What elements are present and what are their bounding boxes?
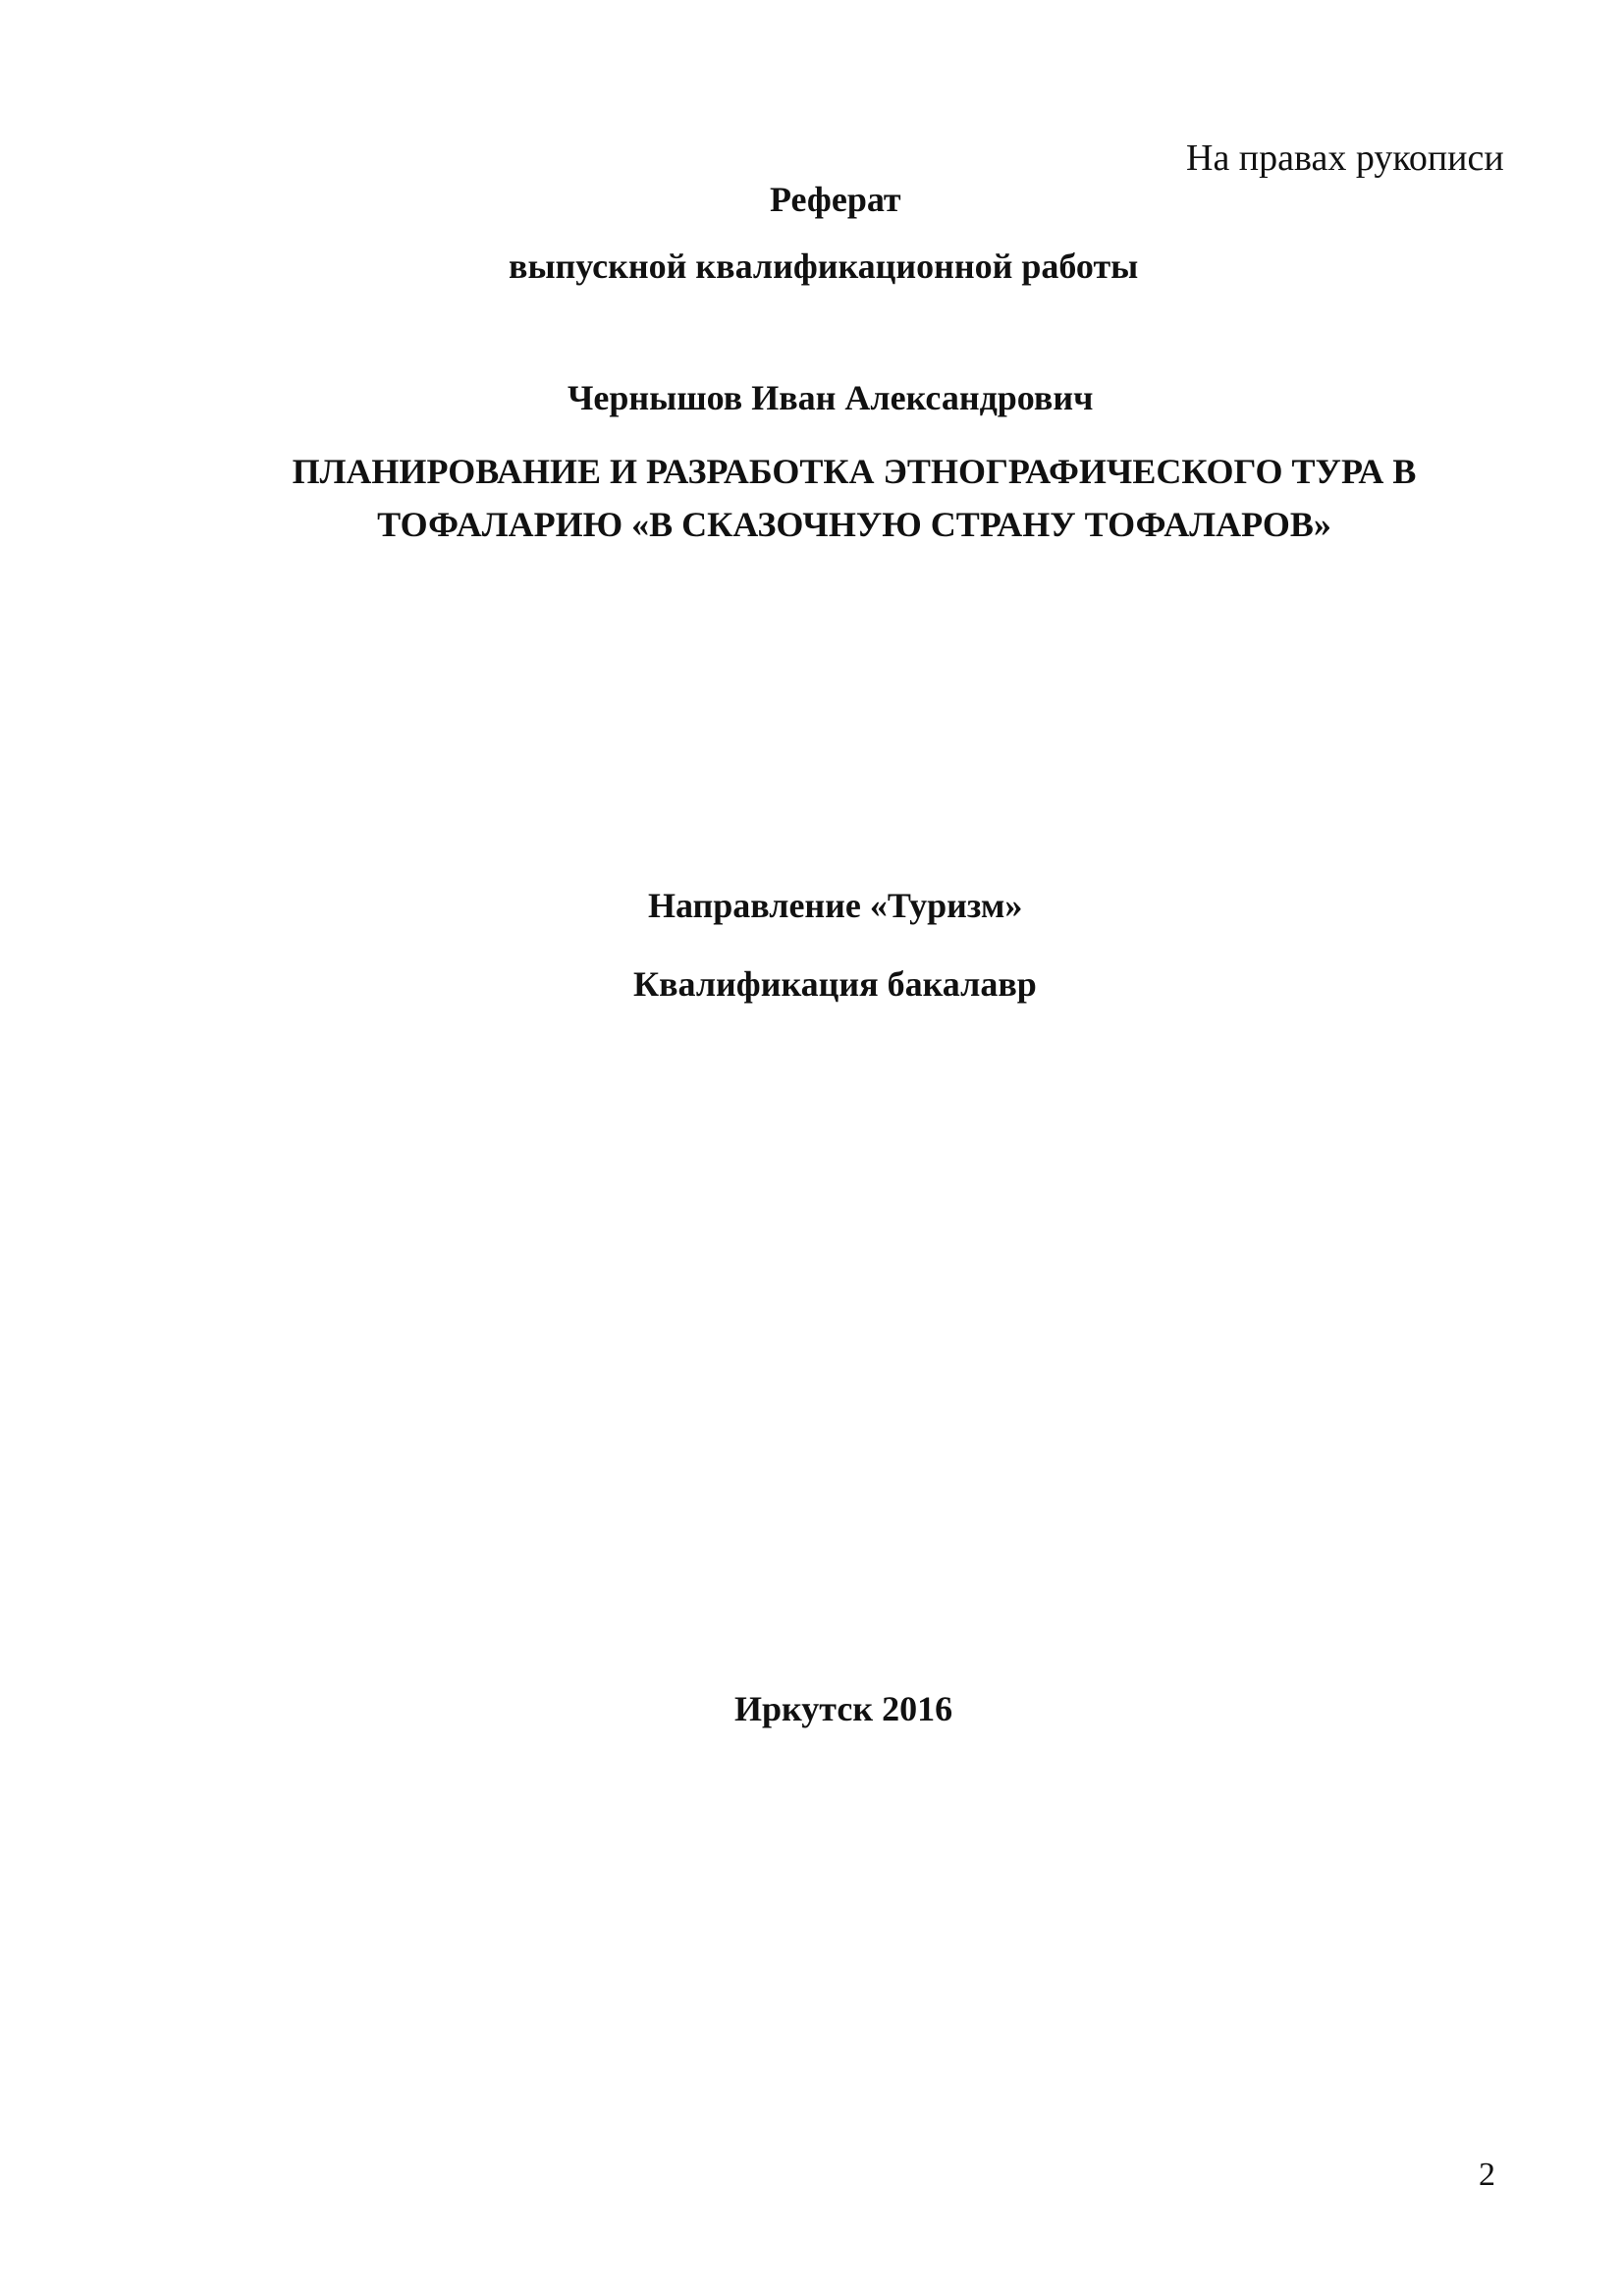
manuscript-note: На правах рукописи bbox=[1186, 137, 1504, 179]
qualification: Квалификация бакалавр bbox=[633, 964, 1037, 1004]
city-year: Иркутск 2016 bbox=[734, 1689, 953, 1728]
document-heading: Реферат bbox=[770, 180, 901, 219]
thesis-title bbox=[118, 445, 1591, 551]
thesis-title-line-2: ТОФАЛАРИЮ «В СКАЗОЧНУЮ СТРАНУ ТОФАЛАРОВ» bbox=[377, 505, 1331, 544]
author-name: Чернышов Иван Александрович bbox=[568, 378, 1094, 417]
study-direction: Направление «Туризм» bbox=[648, 886, 1023, 925]
document-subheading: выпускной квалификационной работы bbox=[509, 246, 1139, 286]
page-number: 2 bbox=[1479, 2157, 1495, 2193]
thesis-title-line-1: ПЛАНИРОВАНИЕ И РАЗРАБОТКА ЭТНОГРАФИЧЕСКОГО ТУРА В bbox=[292, 452, 1417, 491]
